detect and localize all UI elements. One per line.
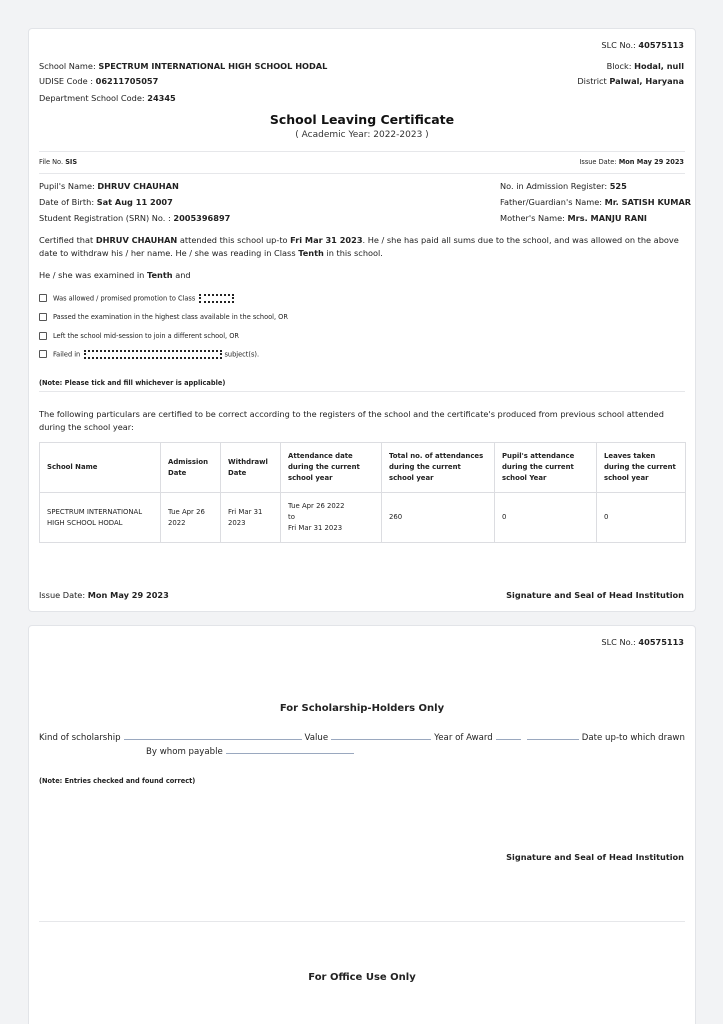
cell-school-name: SPECTRUM INTERNATIONAL HIGH SCHOOL HODAL <box>40 493 161 543</box>
left-school-checkbox[interactable] <box>39 332 47 340</box>
failed-subjects-input[interactable] <box>84 350 222 359</box>
header-withdrawl-date: Withdrawl Date <box>221 443 281 493</box>
promotion-class-input[interactable] <box>199 294 234 303</box>
father-guardian-name: Father/Guardian's Name: Mr. SATISH KUMAR <box>500 197 692 207</box>
file-number: File No. SIS <box>39 158 78 166</box>
department-school-code: Department School Code: 24345 <box>39 93 176 103</box>
promotion-checkbox[interactable] <box>39 294 47 302</box>
passed-checkbox[interactable] <box>39 313 47 321</box>
certificate-title: School Leaving Certificate <box>269 112 455 127</box>
value-field[interactable] <box>331 739 431 740</box>
kind-of-scholarship-field[interactable] <box>124 739 302 740</box>
cell-attendance-dates: Tue Apr 26 2022 to Fri Mar 31 2023 <box>281 493 382 543</box>
udise-code: UDISE Code : 06211705057 <box>39 76 159 86</box>
certification-statement: Certified that DHRUV CHAUHAN attended this school up-to Fri Mar 31 2023. He / she has paid all sums due to the school, and was allowed on the above date to withdraw his / her name. He / she was reading in Class Tenth in this school. <box>39 235 679 258</box>
head-signature: Signature and Seal of Head Institution <box>506 590 684 600</box>
cell-admission-date: Tue Apr 26 2022 <box>161 493 221 543</box>
scholarship-title: For Scholarship-Holders Only <box>279 703 445 714</box>
attendance-table <box>39 442 686 543</box>
pupil-name: Pupil's Name: DHRUV CHAUHAN <box>39 181 179 191</box>
mother-name: Mother's Name: Mrs. MANJU RANI <box>500 213 647 223</box>
option-promotion: Was allowed / promised promotion to Class <box>53 294 234 303</box>
header-leaves-taken: Leaves taken during the current school year <box>597 443 686 493</box>
date-of-birth: Date of Birth: Sat Aug 11 2007 <box>39 197 173 207</box>
head-signature: Signature and Seal of Head Institution <box>506 852 684 862</box>
header-admission-date: Admission Date <box>161 443 221 493</box>
year-of-award-field[interactable] <box>496 739 521 740</box>
header-school-name: School Name <box>40 443 161 493</box>
option-failed: Failed in subject(s). <box>53 350 260 359</box>
cell-leaves-taken: 0 <box>597 493 686 543</box>
district: District Palwal, Haryana <box>577 76 684 86</box>
school-name: School Name: SPECTRUM INTERNATIONAL HIGH SCHOOL HODAL <box>39 61 328 71</box>
by-whom-payable-field[interactable] <box>226 753 354 754</box>
scholarship-fields-line2: By whom payable <box>146 747 357 757</box>
scholarship-card <box>28 625 696 1024</box>
header-attendance-dates: Attendance date during the current school year <box>281 443 382 493</box>
failed-checkbox[interactable] <box>39 350 47 358</box>
divider <box>39 173 685 174</box>
table-header-row <box>40 443 686 493</box>
date-drawn-field[interactable] <box>527 739 579 740</box>
cell-total-attendances: 260 <box>382 493 495 543</box>
entries-note: (Note: Entries checked and found correct) <box>39 777 196 785</box>
option-left-school: Left the school mid-session to join a different school, OR <box>53 332 240 340</box>
option-passed: Passed the examination in the highest class available in the school, OR <box>53 313 288 321</box>
table-row <box>40 493 686 543</box>
examined-statement: He / she was examined in Tenth and <box>39 270 191 280</box>
student-registration-number: Student Registration (SRN) No. : 2005396897 <box>39 213 231 223</box>
header-pupil-attendance: Pupil's attendance during the current school Year <box>495 443 597 493</box>
cell-withdrawl-date: Fri Mar 31 2023 <box>221 493 281 543</box>
academic-year: ( Academic Year: 2022-2023 ) <box>295 130 429 140</box>
slc-number: SLC No.: 40575113 <box>601 40 684 50</box>
scholarship-fields-line1: Kind of scholarship Value Year of Award Date up-to which drawn <box>39 733 685 743</box>
particulars-statement: The following particulars are certified to be correct according to the registers of the school and the certificate's produced from previous school attended during the school year: <box>39 409 664 432</box>
tick-note: (Note: Please tick and fill whichever is applicable) <box>39 379 226 387</box>
header-total-attendances: Total no. of attendances during the current school year <box>382 443 495 493</box>
cell-pupil-attendance: 0 <box>495 493 597 543</box>
divider <box>39 921 685 922</box>
issue-date-top: Issue Date: Mon May 29 2023 <box>579 158 684 166</box>
office-use-title: For Office Use Only <box>308 972 416 983</box>
footer-issue-date: Issue Date: Mon May 29 2023 <box>39 590 169 600</box>
admission-register-number: No. in Admission Register: 525 <box>500 181 627 191</box>
slc-number: SLC No.: 40575113 <box>601 637 684 647</box>
block: Block: Hodal, null <box>606 61 684 71</box>
divider <box>39 391 685 392</box>
divider <box>39 151 685 152</box>
school-leaving-certificate-card <box>28 28 696 612</box>
